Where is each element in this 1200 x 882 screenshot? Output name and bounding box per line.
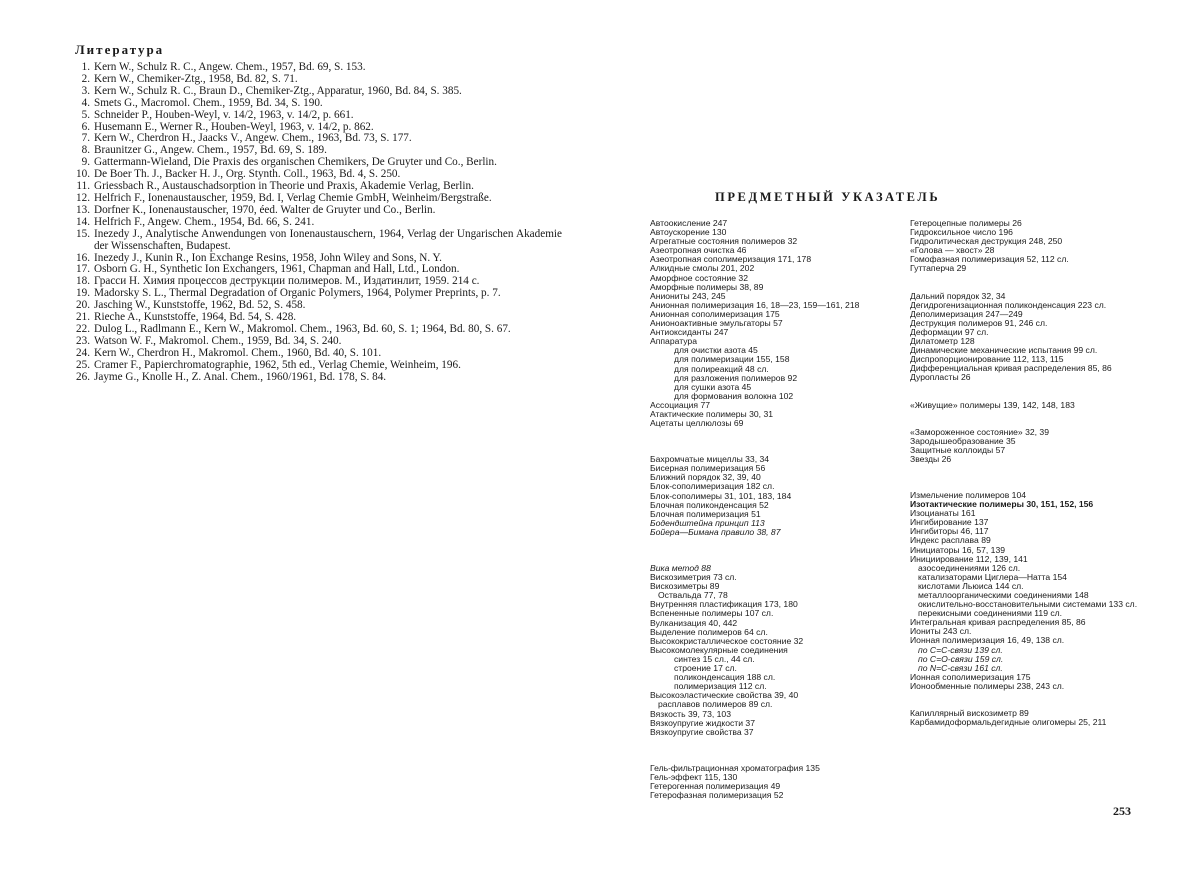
index-entry: Алкидные смолы 201, 202 <box>650 263 755 274</box>
index-entry: Дуропласты 26 <box>910 372 971 383</box>
index-entry: «Замороженное состояние» 32, 39 <box>910 426 1049 437</box>
index-entry: Высокоэластические свойства 39, 40 <box>650 690 799 701</box>
reference-text: Kern W., Schulz R. C., Angew. Chem., 1957, Bd. 69, S. 153. <box>94 61 366 73</box>
index-entry: Зародышеобразование 35 <box>910 435 1016 446</box>
index-entry: Капиллярный вискозиметр 89 <box>910 708 1029 719</box>
index-entry: для сушки азота 45 <box>674 381 752 392</box>
reference-number: 26. <box>76 370 90 383</box>
reference-text: Gattermann-Wieland, Die Praxis des organischen Chemikers, De Gruyter und Co., Berlin. <box>94 156 497 169</box>
index-entry: Высокомолекулярные соединения <box>650 644 788 655</box>
index-entry: расплавов полимеров 89 сл. <box>658 699 773 710</box>
reference-item <box>72 229 562 253</box>
index-entry: Аморфное состояние 32 <box>650 272 748 283</box>
index-spacer <box>910 410 1150 428</box>
index-entry: Дифференциальная кривая распределения 85, 86 <box>910 363 1112 374</box>
index-entry: Агрегатные состояния полимеров 32 <box>650 236 798 247</box>
index-column-left <box>650 219 912 800</box>
index-entry: Гидроксильное число 196 <box>910 227 1013 238</box>
index-entry: Гуттаперча 29 <box>910 263 967 274</box>
index-entry: Ближний порядок 32, 39, 40 <box>650 472 761 483</box>
index-entry: Атактические полимеры 30, 31 <box>650 408 774 419</box>
index-entry: по С=О-связи 159 сл. <box>918 653 1004 664</box>
index-entry: для полиреакций 48 сл. <box>674 363 769 374</box>
index-entry: Гетероцепные полимеры 26 <box>910 218 1022 228</box>
reference-text: Griessbach R., Austauschadsorption in Theorie und Praxis, Akademie Verlag, Berlin. <box>94 180 474 193</box>
index-entry: Ацетаты целлюлозы 69 <box>650 418 744 429</box>
index-entry: для формования волокна 102 <box>674 390 794 401</box>
index-entry: Дальний порядок 32, 34 <box>910 290 1006 301</box>
index-entry: Аниониты 243, 245 <box>650 290 726 301</box>
index-entry: для очистки азота 45 <box>674 345 758 356</box>
reference-number: 20. <box>76 299 90 312</box>
index-entry: Динамические механические испытания 99 сл. <box>910 345 1098 356</box>
reference-number: 18. <box>76 275 90 288</box>
reference-text: Dulog L., Radlmann E., Kern W., Makromol. Chem., 1963, Bd. 60, S. 1; 1964, Bd. 80, S. 67. <box>94 322 511 335</box>
reference-text: Inezedy J., Kunin R., Ion Exchange Resins, 1958, John Wiley and Sons, N. Y. <box>94 251 442 264</box>
index-entry: Аморфные полимеры 38, 89 <box>650 281 764 292</box>
index-entry: Автоокисление 247 <box>650 218 728 228</box>
index-spacer <box>910 383 1150 401</box>
reference-number: 16. <box>76 251 90 264</box>
index-entry: Звезды 26 <box>910 453 952 464</box>
index-entry: Вязкость 39, 73, 103 <box>650 708 731 719</box>
index-entry: катализаторами Циглера—Натта 154 <box>918 571 1067 582</box>
index-entry: по N=С-связи 161 сл. <box>918 662 1003 673</box>
reference-number: 11. <box>76 180 90 193</box>
index-entry: Анионоактивные эмульгаторы 57 <box>650 318 783 329</box>
reference-number: 14. <box>76 215 90 228</box>
index-entry: Анионная полимеризация 16, 18—23, 159—161, 218 <box>650 299 860 310</box>
reference-list <box>72 62 562 383</box>
index-entry: по С=С-связи 139 сл. <box>918 644 1003 655</box>
index-entry: Измельчение полимеров 104 <box>910 489 1027 500</box>
reference-text: Schneider P., Houben-Weyl, v. 14/2, 1963, v. 14/2, p. 661. <box>94 108 354 121</box>
index-entry: Деструкция полимеров 91, 246 сл. <box>910 317 1048 328</box>
index-entry: Антиоксиданты 247 <box>650 327 729 338</box>
index-entry: Внутренняя пластификация 173, 180 <box>650 599 798 610</box>
subject-index-title: ПРЕДМЕТНЫЙ УКАЗАТЕЛЬ <box>715 190 941 204</box>
reference-text: Kern W., Cherdron H., Makromol. Chem., 1960, Bd. 40, S. 101. <box>94 346 382 359</box>
reference-text: Jayme G., Knolle H., Z. Anal. Chem., 1960/1961, Bd. 178, S. 84. <box>94 370 387 383</box>
index-entry: Инициирование 112, 139, 141 <box>910 553 1028 564</box>
index-entry: окислительно-восстановительными системами 133 сл. <box>918 599 1138 610</box>
index-entry: Азеотропная сополимеризация 171, 178 <box>650 254 812 265</box>
literature-heading: Литература <box>75 42 165 57</box>
reference-number: 10. <box>76 168 90 181</box>
index-entry: Защитные коллоиды 57 <box>910 444 1006 455</box>
index-entry: Ассоциация 77 <box>650 399 711 410</box>
reference-number: 21. <box>76 311 90 324</box>
index-spacer <box>910 691 1150 709</box>
reference-number: 4. <box>81 96 90 109</box>
index-entry: металлоорганическими соединениями 148 <box>918 590 1089 600</box>
index-entry: Высококристаллическое состояние 32 <box>650 635 804 646</box>
index-entry: Бахромчатые мицеллы 33, 34 <box>650 454 770 465</box>
index-entry: Гель-фильтрационная хроматография 135 <box>650 762 820 773</box>
reference-text: Kern W., Cherdron H., Jaacks V., Angew. Chem., 1963, Bd. 73, S. 177. <box>94 132 412 145</box>
reference-text: Smets G., Macromol. Chem., 1959, Bd. 34, S. 190. <box>94 96 323 109</box>
index-entry: Вулканизация 40, 442 <box>650 617 738 628</box>
index-entry: Анионная сополимеризация 175 <box>650 308 780 319</box>
index-entry: Изотактические полимеры 30, 151, 152, 156 <box>910 499 1094 510</box>
reference-text: Helfrich F., Angew. Chem., 1954, Bd. 66, S. 241. <box>94 215 315 228</box>
reference-number: 15. <box>76 227 90 240</box>
reference-number: 13. <box>76 203 90 216</box>
index-entry: Блочная поликонденсация 52 <box>650 499 769 510</box>
reference-number: 24. <box>76 346 90 359</box>
index-entry: Гетерогенная полимеризация 49 <box>650 780 781 791</box>
index-spacer <box>910 464 1150 491</box>
index-entry: Диспропорционирование 112, 113, 115 <box>910 354 1064 365</box>
index-entry: кислотами Льюиса 144 сл. <box>918 580 1024 591</box>
index-entry: поликонденсация 188 сл. <box>674 672 776 683</box>
index-entry: Гомофазная полимеризация 52, 112 сл. <box>910 254 1069 265</box>
index-entry: Гидролитическая деструкция 248, 250 <box>910 236 1063 247</box>
index-entry: Гетерофазная полимеризация 52 <box>650 790 784 801</box>
reference-number: 3. <box>81 84 90 97</box>
index-entry: Инициаторы 16, 57, 139 <box>910 544 1006 555</box>
index-entry: Азеотропная очистка 46 <box>650 245 747 256</box>
reference-text: Inezedy J., Analytische Anwendungen von Ionenaustauschern, 1964, Verlag der Ungarischen Akademie der Wissenschaften, Budapest. <box>94 227 562 252</box>
index-entry: Вязкоупругие свойства 37 <box>650 726 754 737</box>
index-entry: для разложения полимеров 92 <box>674 372 798 383</box>
reference-number: 22. <box>76 322 90 335</box>
reference-item <box>72 372 562 384</box>
index-entry: Блочная полимеризация 51 <box>650 508 761 519</box>
reference-number: 7. <box>81 132 90 145</box>
index-entry: Блок-сополимеризация 182 сл. <box>650 481 775 492</box>
index-entry: Вязкоупругие жидкости 37 <box>650 717 755 728</box>
index-column-right <box>910 219 1150 727</box>
index-entry: строение 17 сл. <box>674 663 737 674</box>
index-entry: Блок-сополимеры 31, 101, 183, 184 <box>650 490 792 501</box>
reference-number: 1. <box>81 61 90 73</box>
index-entry: Бисерная полимеризация 56 <box>650 463 766 474</box>
reference-text: Грасси Н. Химия процессов деструкции полимеров. М., Издатинлит, 1959. 214 с. <box>94 275 480 288</box>
reference-number: 6. <box>81 120 90 133</box>
index-entry: Гель-эффект 115, 130 <box>650 771 738 782</box>
index-entry: Ионная полимеризация 16, 49, 138 сл. <box>910 635 1065 646</box>
reference-text: Madorsky S. L., Thermal Degradation of Organic Polymers, 1964, Polymer Preprints, p. 7. <box>94 287 501 300</box>
index-entry: Ингибиторы 46, 117 <box>910 526 989 537</box>
index-entry: Вискозиметрия 73 сл. <box>650 572 737 583</box>
reference-text: Kern W., Schulz R. C., Braun D., Chemiker-Ztg., Apparatur, 1960, Bd. 84, S. 385. <box>94 84 462 97</box>
reference-number: 9. <box>81 156 90 169</box>
reference-number: 23. <box>76 334 90 347</box>
index-spacer <box>650 737 912 764</box>
reference-text: Kern W., Chemiker-Ztg., 1958, Bd. 82, S. 71. <box>94 72 298 85</box>
reference-number: 8. <box>81 144 90 157</box>
reference-text: Rieche A., Kunststoffe, 1964, Bd. 54, S. 428. <box>94 311 297 324</box>
index-entry: перекисными соединениями 119 сл. <box>918 608 1063 619</box>
reference-text: Husemann E., Werner R., Houben-Weyl, 1963, v. 14/2, p. 862. <box>94 120 374 133</box>
index-entry: Автоускорение 130 <box>650 227 727 238</box>
reference-number: 17. <box>76 263 90 276</box>
index-entry: Ионообменные полимеры 238, 243 сл. <box>910 680 1065 691</box>
index-entry: Изоцианаты 161 <box>910 508 976 519</box>
index-entry: азосоединениями 126 сл. <box>918 562 1021 573</box>
index-entry: Вспененные полимеры 107 сл. <box>650 608 774 619</box>
index-entry: Аппаратура <box>650 336 697 347</box>
index-entry: Бодендштейна принцип 113 <box>650 517 765 528</box>
index-entry: Индекс расплава 89 <box>910 535 991 546</box>
index-entry: Карбамидоформальдегидные олигомеры 25, 211 <box>910 717 1107 728</box>
reference-text: Braunitzer G., Angew. Chem., 1957, Bd. 69, S. 189. <box>94 144 327 157</box>
index-entry: «Голова — хвост» 28 <box>910 245 995 256</box>
index-spacer <box>650 428 912 455</box>
reference-number: 19. <box>76 287 90 300</box>
index-entry: Интегральная кривая распределения 85, 86 <box>910 617 1086 628</box>
reference-text: Helfrich F., Ionenaustauscher, 1959, Bd. I, Verlag Chemie GmbH, Weinheim/Bergstraße. <box>94 191 492 204</box>
reference-text: Cramer F., Papierchromatographie, 1962, 5th ed., Verlag Chemie, Weinheim, 196. <box>94 358 461 371</box>
index-entry: Бойера—Бимана правило 38, 87 <box>650 526 781 537</box>
index-entry: Деформации 97 сл. <box>910 326 989 337</box>
right-page <box>600 0 1200 882</box>
reference-text: Dorfner K., Ionenaustauscher, 1970, éed. Walter de Gruyter und Co., Berlin. <box>94 203 436 216</box>
index-entry: полимеризация 112 сл. <box>674 681 767 692</box>
index-entry: Дилатометр 128 <box>910 336 975 347</box>
index-entry: Ингибирование 137 <box>910 517 989 528</box>
index-entry: Деполимеризация 247—249 <box>910 308 1023 319</box>
index-spacer <box>910 274 1150 292</box>
index-entry: Вика метод 88 <box>650 563 711 573</box>
index-entry: «Живущие» полимеры 139, 142, 148, 183 <box>910 399 1075 410</box>
reference-text: Jasching W., Kunststoffe, 1962, Bd. 52, S. 458. <box>94 299 306 312</box>
reference-number: 25. <box>76 358 90 371</box>
reference-number: 2. <box>81 72 90 85</box>
index-entry: Ионная сополимеризация 175 <box>910 671 1031 682</box>
index-entry: Выделение полимеров 64 сл. <box>650 626 768 637</box>
index-entry: синтез 15 сл., 44 сл. <box>674 653 755 664</box>
index-spacer <box>650 537 912 564</box>
index-entry: Вискозиметры 89 <box>650 581 720 592</box>
reference-text: Watson W. F., Makromol. Chem., 1959, Bd. 34, S. 240. <box>94 334 342 347</box>
index-entry: Оствальда 77, 78 <box>658 590 728 601</box>
reference-number: 12. <box>76 191 90 204</box>
reference-text: Osborn G. H., Synthetic Ion Exchangers, 1961, Chapman and Hall, Ltd., London. <box>94 263 460 276</box>
reference-text: De Boer Th. J., Backer H. J., Org. Stynth. Coll., 1963, Bd. 4, S. 250. <box>94 168 401 181</box>
reference-number: 5. <box>81 108 90 121</box>
index-entry: для полимеризации 155, 158 <box>674 354 790 365</box>
index-entry: Дегидрогенизационная поликонденсация 223 сл. <box>910 299 1107 310</box>
index-entry: Иониты 243 сл. <box>910 626 972 637</box>
page-number: 253 <box>1113 804 1131 818</box>
